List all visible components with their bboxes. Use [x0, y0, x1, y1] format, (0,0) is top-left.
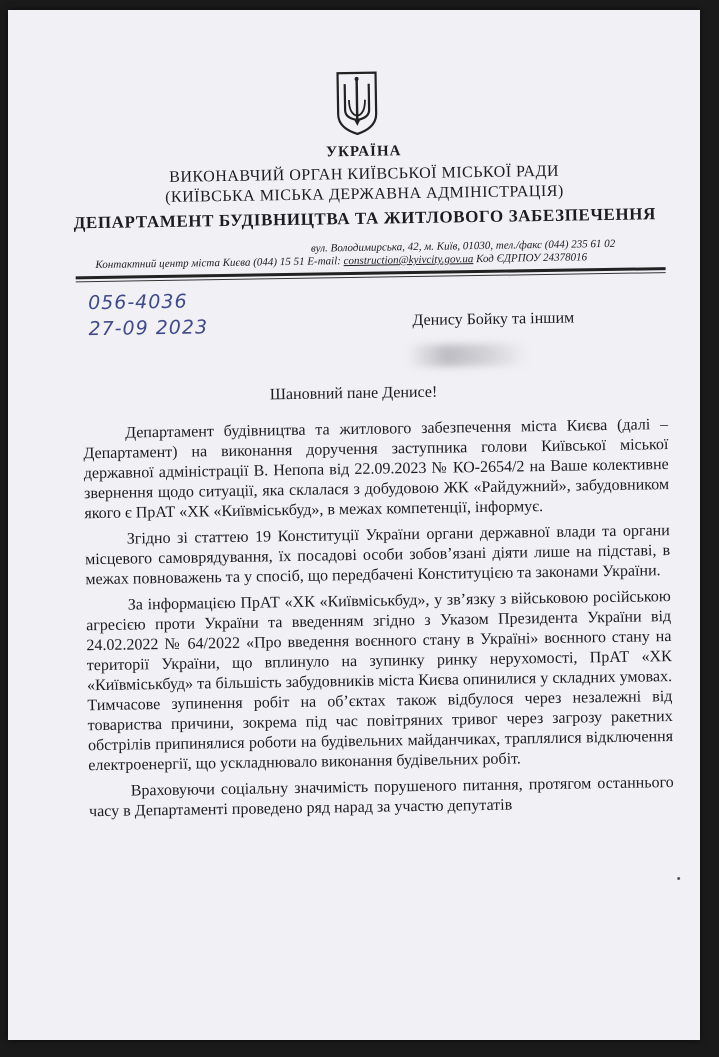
letter-page [8, 10, 700, 1040]
letterhead-address: вул. Володимирська, 42, м. Київ, 01030, тел./факс (044) 235 61 02 [310, 237, 616, 255]
paper-mark [677, 877, 680, 880]
paragraph: Згідно зі статтею 19 Конституції України органи державної влади та органи місцевого самоврядування, їх посадові особи зобов’язані діяти лише на підставі, в межах повноважень та у спосіб, що передбачені Конституцією та законами України. [84, 522, 671, 589]
contact-center-text: Контактний центр міста Києва (044) 15 51 E-mail: [95, 255, 344, 272]
paragraph: Департамент будівництва та житлового забезпечення міста Києва (далі – Департамент) на виконання доручення заступника голови Київської міської державної адміністрації В. Непопа від 22.09.2023 № КО-2654/2 на Ваше колективне звернення щодо ситуації, яка склалася з добудовою ЖК «Райдужний», забудовником якого є ПрАТ «ХК «Київміськбуд», в межах компетенції, інформує. [83, 416, 670, 523]
email-link[interactable]: construction@kyivcity.gov.ua [343, 253, 474, 268]
letterhead-country: УКРАЇНА [325, 143, 402, 161]
letterhead-org-line2: (КИЇВСЬКА МІСЬКА ДЕРЖАВНА АДМІНІСТРАЦІЯ) [165, 182, 564, 206]
addressee: Денису Бойку та іншим [412, 309, 575, 330]
letterhead-department: ДЕПАРТАМЕНТ БУДІВНИЦТВА ТА ЖИТЛОВОГО ЗАБЕЗПЕЧЕННЯ [73, 204, 657, 233]
letter-body [83, 415, 674, 828]
registration-date: 27-09 2023 [88, 316, 209, 341]
registration-number: 056-4036 [87, 290, 188, 315]
redacted-address [407, 343, 527, 367]
letter-sheet [8, 10, 700, 1040]
greeting: Шановний пане Денисе! [269, 383, 438, 404]
letterhead-org-line1: ВИКОНАВЧИЙ ОРГАН КИЇВСЬКОЇ МІСЬКОЇ РАДИ [169, 162, 560, 186]
paragraph: Враховуючи соціальну значимість порушеного питання, протягом останнього часу в Департаменті проведено ряд нарад за участю депутатів [88, 774, 674, 821]
edrpou-code-text: Код ЄДРПОУ 24378016 [473, 251, 588, 266]
trident-coat-of-arms-icon [334, 70, 379, 137]
paragraph: За інформацією ПрАТ «ХК «Київміськбуд», у зв’язку з військовою російською агресією проти України та введенням згідно з Указом Президента України від 24.02.2022 № 64/2022 «Про введення воєнного стану в Україні» воєнного стану на території України, що вплинуло на зупинку ринку нерухомості, ПрАТ «ХК «Київміськбуд» та більшість забудовників міста Києва опинилися у складних умовах. Тимчасове зупинення робіт на об’єктах також відбулося через незалежні від товариства причини, зокрема під час повітряних тривог через загрозу ракетних обстрілів припинялися роботи на будівельних майданчиках, траплялися відключення електроенергії, що ускладнювало виконання будівельних робіт. [86, 588, 674, 775]
